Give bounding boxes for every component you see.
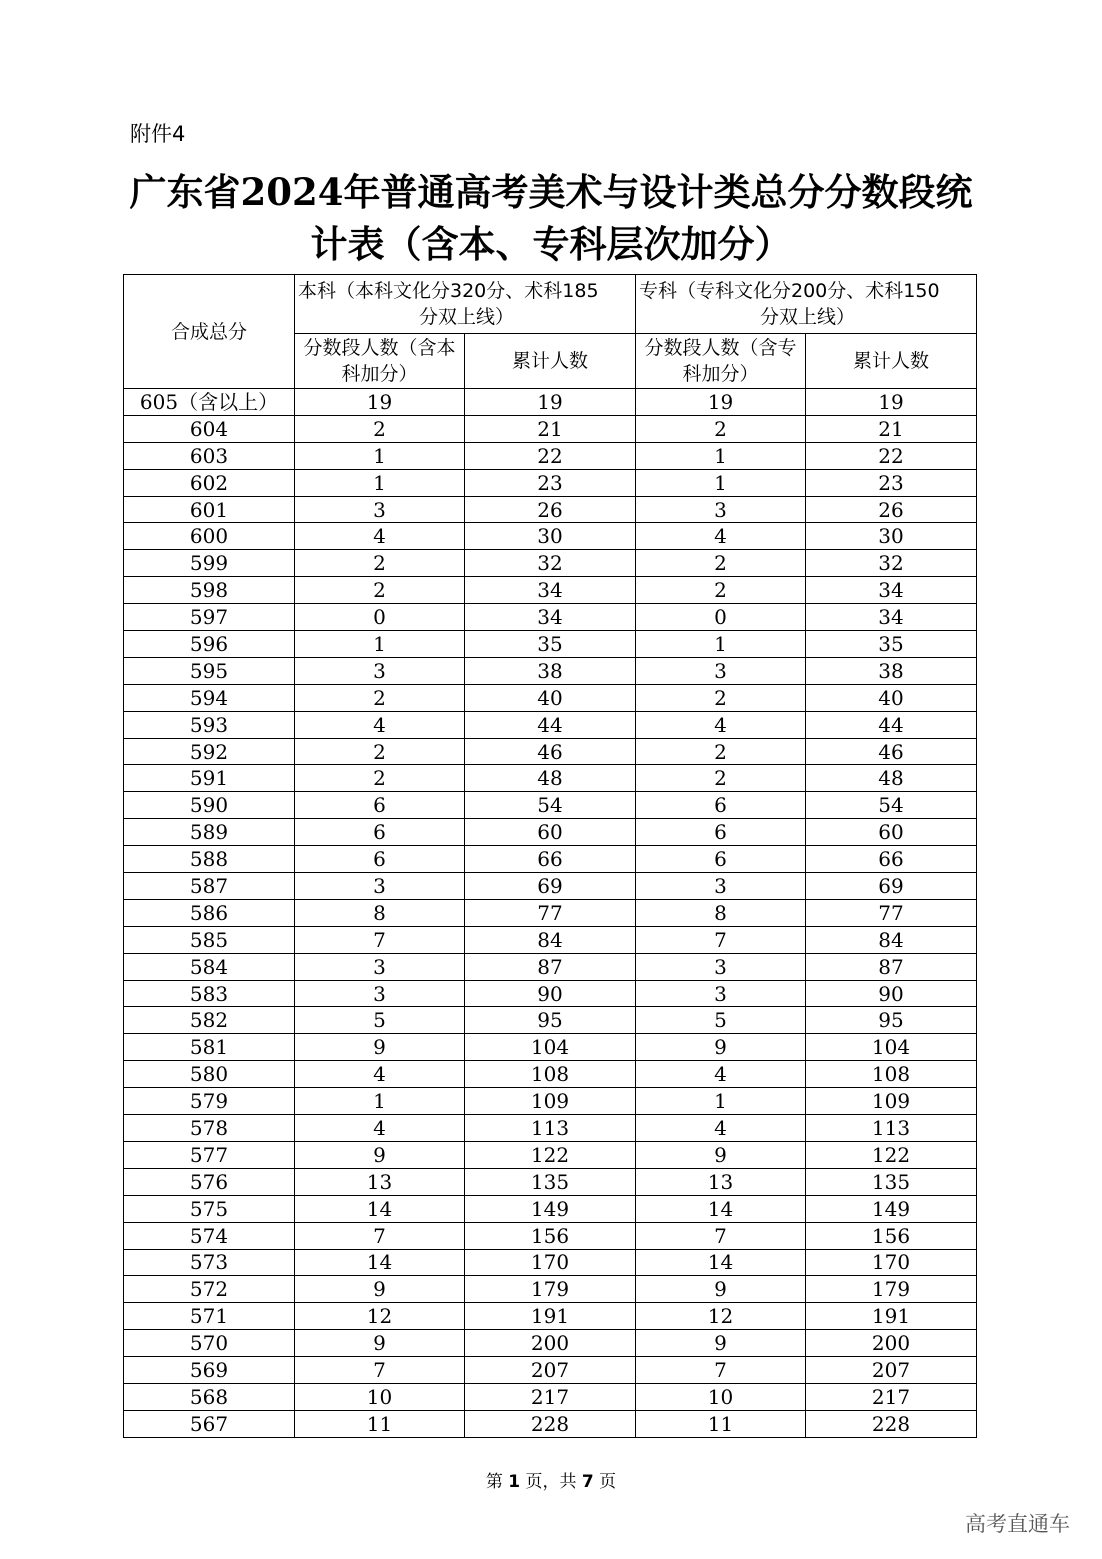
junior-count-cell: 8 [636,899,806,926]
undergrad-cumulative-cell: 35 [465,631,636,658]
junior-count-cell: 10 [636,1383,806,1410]
undergrad-cumulative-cell: 149 [465,1195,636,1222]
junior-count-cell: 2 [636,765,806,792]
junior-count-cell: 1 [636,1088,806,1115]
junior-count-cell: 1 [636,469,806,496]
junior-cumulative-cell: 38 [806,657,977,684]
table-row [124,899,977,926]
undergrad-cumulative-cell: 60 [465,819,636,846]
table-row [124,1007,977,1034]
junior-cumulative-cell: 19 [806,389,977,416]
junior-count-cell: 7 [636,926,806,953]
junior-cumulative-cell: 200 [806,1330,977,1357]
undergrad-count-cell: 14 [295,1249,465,1276]
score-cell: 580 [124,1061,295,1088]
table-row [124,792,977,819]
table-row [124,1410,977,1437]
junior-count-cell: 1 [636,631,806,658]
junior-count-cell: 13 [636,1168,806,1195]
table-row [124,1357,977,1384]
table-row [124,1115,977,1142]
table-row [124,1276,977,1303]
table-row [124,1034,977,1061]
junior-count-cell: 3 [636,953,806,980]
score-cell: 573 [124,1249,295,1276]
junior-cumulative-cell: 170 [806,1249,977,1276]
undergrad-group-header [295,275,636,334]
score-cell: 586 [124,899,295,926]
junior-count-cell: 1 [636,442,806,469]
undergrad-count-cell: 2 [295,738,465,765]
undergrad-count-cell: 3 [295,980,465,1007]
junior-count-cell: 6 [636,819,806,846]
junior-cumulative-cell: 87 [806,953,977,980]
score-cell: 597 [124,604,295,631]
table-row [124,819,977,846]
undergrad-cumulative-cell: 191 [465,1303,636,1330]
table-row [124,631,977,658]
junior-cumulative-cell: 30 [806,523,977,550]
junior-cumulative-cell: 122 [806,1141,977,1168]
score-cell: 579 [124,1088,295,1115]
junior-count-cell: 6 [636,792,806,819]
undergrad-count-cell: 10 [295,1383,465,1410]
score-cell: 574 [124,1222,295,1249]
junior-group-header [636,275,977,334]
score-distribution-table [123,274,977,1438]
score-cell: 568 [124,1383,295,1410]
junior-count-cell: 2 [636,577,806,604]
table-row [124,577,977,604]
score-cell: 569 [124,1357,295,1384]
junior-cumulative-cell: 191 [806,1303,977,1330]
junior-cumulative-cell: 104 [806,1034,977,1061]
score-column-header: 合成总分 [124,275,295,389]
undergrad-cumulative-cell: 21 [465,415,636,442]
undergrad-cumulative-cell: 66 [465,846,636,873]
undergrad-count-cell: 9 [295,1141,465,1168]
table-row [124,1088,977,1115]
junior-count-cell: 0 [636,604,806,631]
junior-cumulative-cell: 69 [806,873,977,900]
title-line-2: 计表（含本、专科层次加分） [310,222,792,266]
undergrad-cumulative-cell: 135 [465,1168,636,1195]
junior-cumulative-cell: 156 [806,1222,977,1249]
table-row [124,415,977,442]
table-row [124,1249,977,1276]
undergrad-cumulative-cell: 84 [465,926,636,953]
junior-count-header: 分数段人数（含专科加分） [636,334,806,389]
score-cell: 595 [124,657,295,684]
page-footer [0,1467,1102,1492]
undergrad-count-cell: 2 [295,550,465,577]
undergrad-cumulative-cell: 19 [465,389,636,416]
junior-cumulative-cell: 149 [806,1195,977,1222]
undergrad-cumulative-header: 累计人数 [465,334,636,389]
junior-cumulative-cell: 108 [806,1061,977,1088]
undergrad-count-cell: 1 [295,469,465,496]
table-row [124,1222,977,1249]
junior-count-cell: 3 [636,657,806,684]
junior-count-cell: 19 [636,389,806,416]
junior-cumulative-header: 累计人数 [806,334,977,389]
junior-cumulative-cell: 23 [806,469,977,496]
undergrad-cumulative-cell: 34 [465,604,636,631]
table-row [124,926,977,953]
undergrad-count-cell: 3 [295,873,465,900]
table-row [124,684,977,711]
junior-cumulative-cell: 77 [806,899,977,926]
table-row [124,1383,977,1410]
undergrad-count-cell: 4 [295,711,465,738]
table-row [124,738,977,765]
score-cell: 587 [124,873,295,900]
junior-count-cell: 7 [636,1222,806,1249]
score-cell: 596 [124,631,295,658]
junior-cumulative-cell: 84 [806,926,977,953]
junior-cumulative-cell: 60 [806,819,977,846]
undergrad-cumulative-cell: 87 [465,953,636,980]
undergrad-count-cell: 7 [295,926,465,953]
undergrad-cumulative-cell: 200 [465,1330,636,1357]
junior-cumulative-cell: 46 [806,738,977,765]
undergrad-count-cell: 4 [295,1115,465,1142]
junior-cumulative-cell: 44 [806,711,977,738]
undergrad-header-line-1: 本科（本科文化分320分、术科185 [298,280,599,302]
undergrad-count-cell: 12 [295,1303,465,1330]
score-cell: 605（含以上） [124,389,295,416]
undergrad-cumulative-cell: 30 [465,523,636,550]
undergrad-count-cell: 0 [295,604,465,631]
score-cell: 603 [124,442,295,469]
junior-count-cell: 2 [636,684,806,711]
undergrad-count-cell: 3 [295,657,465,684]
junior-count-cell: 5 [636,1007,806,1034]
table-body [124,389,977,1438]
undergrad-cumulative-cell: 22 [465,442,636,469]
undergrad-count-cell: 7 [295,1222,465,1249]
junior-cumulative-cell: 135 [806,1168,977,1195]
undergrad-count-cell: 2 [295,765,465,792]
score-cell: 598 [124,577,295,604]
score-cell: 589 [124,819,295,846]
score-cell: 575 [124,1195,295,1222]
junior-count-cell: 3 [636,980,806,1007]
table-row [124,846,977,873]
junior-count-cell: 7 [636,1357,806,1384]
junior-cumulative-cell: 35 [806,631,977,658]
score-cell: 578 [124,1115,295,1142]
undergrad-cumulative-cell: 217 [465,1383,636,1410]
undergrad-cumulative-cell: 38 [465,657,636,684]
table-row [124,1303,977,1330]
junior-cumulative-cell: 66 [806,846,977,873]
junior-cumulative-cell: 179 [806,1276,977,1303]
score-cell: 602 [124,469,295,496]
undergrad-cumulative-cell: 69 [465,873,636,900]
table-row [124,442,977,469]
undergrad-count-cell: 9 [295,1330,465,1357]
undergrad-cumulative-cell: 104 [465,1034,636,1061]
undergrad-count-cell: 1 [295,1088,465,1115]
junior-cumulative-cell: 217 [806,1383,977,1410]
table-row [124,953,977,980]
junior-cumulative-cell: 40 [806,684,977,711]
score-cell: 571 [124,1303,295,1330]
undergrad-count-cell: 11 [295,1410,465,1437]
table-row [124,496,977,523]
undergrad-cumulative-cell: 170 [465,1249,636,1276]
junior-cumulative-cell: 32 [806,550,977,577]
footer-total-pages: 7 [581,1472,594,1492]
table-row [124,873,977,900]
junior-count-cell: 9 [636,1330,806,1357]
undergrad-count-cell: 3 [295,496,465,523]
undergrad-count-cell: 6 [295,846,465,873]
junior-cumulative-cell: 113 [806,1115,977,1142]
undergrad-cumulative-cell: 156 [465,1222,636,1249]
junior-count-cell: 4 [636,1115,806,1142]
score-cell: 576 [124,1168,295,1195]
undergrad-count-cell: 5 [295,1007,465,1034]
score-cell: 577 [124,1141,295,1168]
junior-cumulative-cell: 21 [806,415,977,442]
score-cell: 583 [124,980,295,1007]
undergrad-cumulative-cell: 46 [465,738,636,765]
junior-cumulative-cell: 109 [806,1088,977,1115]
undergrad-cumulative-cell: 109 [465,1088,636,1115]
undergrad-cumulative-cell: 113 [465,1115,636,1142]
score-cell: 582 [124,1007,295,1034]
undergrad-cumulative-cell: 34 [465,577,636,604]
table-row [124,523,977,550]
table-row [124,1330,977,1357]
title-line-1: 广东省2024年普通高考美术与设计类总分分数段统 [129,170,973,214]
table-row [124,657,977,684]
undergrad-count-cell: 14 [295,1195,465,1222]
footer-prefix: 第 [485,1472,503,1492]
junior-cumulative-cell: 34 [806,604,977,631]
junior-count-cell: 11 [636,1410,806,1437]
junior-count-cell: 9 [636,1141,806,1168]
table-row [124,389,977,416]
junior-cumulative-cell: 26 [806,496,977,523]
score-cell: 604 [124,415,295,442]
score-cell: 593 [124,711,295,738]
junior-count-cell: 2 [636,550,806,577]
score-cell: 590 [124,792,295,819]
undergrad-count-cell: 2 [295,577,465,604]
score-cell: 601 [124,496,295,523]
junior-count-cell: 4 [636,523,806,550]
undergrad-header-line-2: 分双上线） [418,306,514,328]
undergrad-cumulative-cell: 179 [465,1276,636,1303]
undergrad-cumulative-cell: 90 [465,980,636,1007]
undergrad-cumulative-cell: 108 [465,1061,636,1088]
score-cell: 588 [124,846,295,873]
score-cell: 599 [124,550,295,577]
attachment-label: 附件4 [130,122,186,146]
junior-count-cell: 2 [636,415,806,442]
junior-count-cell: 3 [636,496,806,523]
undergrad-count-cell: 9 [295,1034,465,1061]
undergrad-count-cell: 6 [295,819,465,846]
undergrad-cumulative-cell: 26 [465,496,636,523]
undergrad-count-cell: 13 [295,1168,465,1195]
undergrad-cumulative-cell: 54 [465,792,636,819]
score-cell: 591 [124,765,295,792]
junior-cumulative-cell: 54 [806,792,977,819]
table-row [124,604,977,631]
junior-cumulative-cell: 34 [806,577,977,604]
junior-count-cell: 4 [636,1061,806,1088]
score-cell: 572 [124,1276,295,1303]
footer-mid: 页，共 [525,1472,577,1492]
score-cell: 581 [124,1034,295,1061]
undergrad-count-cell: 2 [295,684,465,711]
score-cell: 570 [124,1330,295,1357]
junior-count-cell: 6 [636,846,806,873]
junior-count-cell: 4 [636,711,806,738]
junior-cumulative-cell: 95 [806,1007,977,1034]
junior-count-cell: 9 [636,1034,806,1061]
junior-cumulative-cell: 22 [806,442,977,469]
footer-suffix: 页 [599,1472,617,1492]
undergrad-count-cell: 7 [295,1357,465,1384]
undergrad-count-cell: 1 [295,631,465,658]
undergrad-cumulative-cell: 32 [465,550,636,577]
junior-count-cell: 3 [636,873,806,900]
score-cell: 592 [124,738,295,765]
table-row [124,980,977,1007]
undergrad-count-cell: 4 [295,523,465,550]
undergrad-cumulative-cell: 207 [465,1357,636,1384]
table-row [124,550,977,577]
junior-count-cell: 12 [636,1303,806,1330]
table-row [124,765,977,792]
table-row [124,1195,977,1222]
junior-count-cell: 14 [636,1249,806,1276]
junior-cumulative-cell: 228 [806,1410,977,1437]
junior-header-line-1: 专科（专科文化分200分、术科150 [639,280,940,302]
undergrad-cumulative-cell: 122 [465,1141,636,1168]
undergrad-count-cell: 2 [295,415,465,442]
table-row [124,1141,977,1168]
score-cell: 600 [124,523,295,550]
score-cell: 567 [124,1410,295,1437]
table-row [124,711,977,738]
table-row [124,1061,977,1088]
undergrad-cumulative-cell: 228 [465,1410,636,1437]
page-title [0,166,1102,270]
junior-cumulative-cell: 207 [806,1357,977,1384]
undergrad-count-cell: 3 [295,953,465,980]
junior-count-cell: 14 [636,1195,806,1222]
undergrad-cumulative-cell: 48 [465,765,636,792]
score-cell: 584 [124,953,295,980]
undergrad-count-cell: 8 [295,899,465,926]
undergrad-cumulative-cell: 95 [465,1007,636,1034]
junior-cumulative-cell: 90 [806,980,977,1007]
junior-cumulative-cell: 48 [806,765,977,792]
score-cell: 594 [124,684,295,711]
table-row [124,1168,977,1195]
undergrad-cumulative-cell: 77 [465,899,636,926]
undergrad-count-cell: 9 [295,1276,465,1303]
junior-count-cell: 9 [636,1276,806,1303]
undergrad-count-cell: 1 [295,442,465,469]
undergrad-count-cell: 4 [295,1061,465,1088]
watermark: 高考直通车 [965,1512,1070,1536]
undergrad-count-cell: 6 [295,792,465,819]
undergrad-cumulative-cell: 23 [465,469,636,496]
undergrad-count-header: 分数段人数（含本科加分） [295,334,465,389]
undergrad-cumulative-cell: 40 [465,684,636,711]
junior-header-line-2: 分双上线） [759,306,855,328]
undergrad-cumulative-cell: 44 [465,711,636,738]
undergrad-count-cell: 19 [295,389,465,416]
table-row [124,469,977,496]
junior-count-cell: 2 [636,738,806,765]
footer-page-number: 1 [508,1472,521,1492]
score-cell: 585 [124,926,295,953]
